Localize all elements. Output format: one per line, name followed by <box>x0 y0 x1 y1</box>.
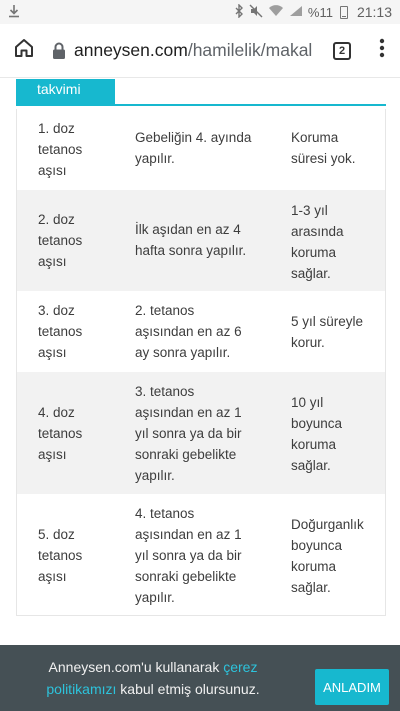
cell-line: 2. doz <box>38 212 75 227</box>
url-domain: anneysen.com <box>74 40 188 60</box>
table-row <box>17 291 385 372</box>
cell-line: Gebeliğin 4. ayında <box>135 130 252 145</box>
cell-line: boyunca <box>291 538 343 553</box>
home-button[interactable] <box>0 24 48 78</box>
cell-line: sonraki gebelikte <box>135 569 237 584</box>
cell-line: aşısından en az 1 <box>135 527 242 542</box>
protection-cell <box>273 200 385 291</box>
cell-line: tetanos <box>38 548 83 563</box>
cell-line: aşısı <box>38 345 67 360</box>
url-path: /hamilelik/makal <box>187 40 313 60</box>
cell-line: aşısından en az 1 <box>135 405 242 420</box>
cookie-text-before: Anneysen.com'u kullanarak <box>48 659 224 675</box>
cell-line: yapılır. <box>135 590 175 605</box>
cell-line: aşısı <box>38 569 67 584</box>
cell-line: aşısı <box>38 447 67 462</box>
dose-cell <box>17 118 115 190</box>
bluetooth-icon <box>234 4 244 21</box>
timing-cell <box>115 300 273 372</box>
cookie-policy-link[interactable]: çerez <box>223 659 258 675</box>
battery-percent: %11 <box>307 4 333 20</box>
cell-line: yapılır. <box>135 151 175 166</box>
table-row <box>17 109 385 190</box>
accept-cookies-button[interactable]: ANLADIM <box>315 669 389 705</box>
cell-line: yıl sonra ya da bir <box>135 426 242 441</box>
cell-line: Doğurganlık <box>291 517 364 532</box>
cell-line: aşısından en az 6 <box>135 324 242 339</box>
cell-line: koruma <box>291 437 337 452</box>
cell-line: tetanos <box>38 233 83 248</box>
cell-line: 3. doz <box>38 303 75 318</box>
cell-line: koruma <box>291 245 337 260</box>
page-content <box>0 79 400 645</box>
tab-switcher-button[interactable] <box>320 24 364 78</box>
cell-line: boyunca <box>291 416 343 431</box>
protection-cell <box>273 118 385 190</box>
cookie-message <box>0 656 300 700</box>
cell-line: 5. doz <box>38 527 75 542</box>
timing-cell <box>115 118 273 190</box>
dose-cell <box>17 381 115 494</box>
table-row <box>17 494 385 615</box>
cell-line: 3. tetanos <box>135 384 195 399</box>
dose-cell <box>17 209 115 291</box>
tab-underline <box>16 104 386 106</box>
address-bar[interactable] <box>48 32 320 70</box>
cell-line: ay sonra yapılır. <box>135 345 231 360</box>
overflow-menu-button[interactable] <box>364 24 400 78</box>
cell-line: aşısı <box>38 163 67 178</box>
timing-cell <box>115 503 273 615</box>
lock-icon <box>48 42 70 60</box>
cookie-policy-link-2[interactable]: politikamızı <box>46 681 117 697</box>
cell-line: sağlar. <box>291 266 331 281</box>
timing-cell <box>115 209 273 291</box>
cell-line: tetanos <box>38 142 83 157</box>
cell-line: 5 yıl süreyle <box>291 314 364 329</box>
cell-line: sağlar. <box>291 580 331 595</box>
cell-line: sağlar. <box>291 458 331 473</box>
cell-line: korur. <box>291 335 325 350</box>
home-icon <box>13 37 35 64</box>
cell-line: 2. tetanos <box>135 303 195 318</box>
cell-line: tetanos <box>38 426 83 441</box>
table-row <box>17 190 385 291</box>
cell-line: sonraki gebelikte <box>135 447 237 462</box>
cell-line: yıl sonra ya da bir <box>135 548 242 563</box>
cell-line: arasında <box>291 224 344 239</box>
table-row <box>17 372 385 494</box>
browser-toolbar <box>0 24 400 78</box>
download-icon <box>8 4 20 21</box>
wifi-icon <box>268 5 284 20</box>
protection-cell <box>273 503 385 615</box>
timing-cell <box>115 381 273 494</box>
cell-line: Koruma <box>291 130 339 145</box>
cell-line: 1. doz <box>38 121 75 136</box>
signal-icon <box>289 5 303 20</box>
status-bar <box>0 0 400 24</box>
cell-line: 10 yıl <box>291 395 324 410</box>
cell-line: yapılır. <box>135 468 175 483</box>
cell-line: İlk aşıdan en az 4 <box>135 222 241 237</box>
cell-line: tetanos <box>38 324 83 339</box>
dose-cell <box>17 300 115 372</box>
dose-cell <box>17 503 115 615</box>
protection-cell <box>273 381 385 494</box>
cell-line: aşısı <box>38 254 67 269</box>
section-tab[interactable]: takvimi <box>16 79 115 105</box>
vaccine-table <box>16 109 386 616</box>
cell-line: koruma <box>291 559 337 574</box>
cell-line: 1-3 yıl <box>291 203 328 218</box>
cell-line: 4. tetanos <box>135 506 195 521</box>
cookie-banner <box>0 645 400 711</box>
cookie-text-after: kabul etmiş olursunuz. <box>116 681 260 697</box>
url-text <box>74 40 312 61</box>
protection-cell <box>273 300 385 372</box>
cell-line: hafta sonra yapılır. <box>135 243 247 258</box>
cell-line: 4. doz <box>38 405 75 420</box>
mute-icon <box>249 4 263 21</box>
tab-count-badge: 2 <box>333 42 351 60</box>
cell-line: süresi yok. <box>291 151 356 166</box>
battery-icon <box>340 6 348 19</box>
more-vert-icon <box>379 38 385 63</box>
clock-time: 21:13 <box>356 4 392 20</box>
